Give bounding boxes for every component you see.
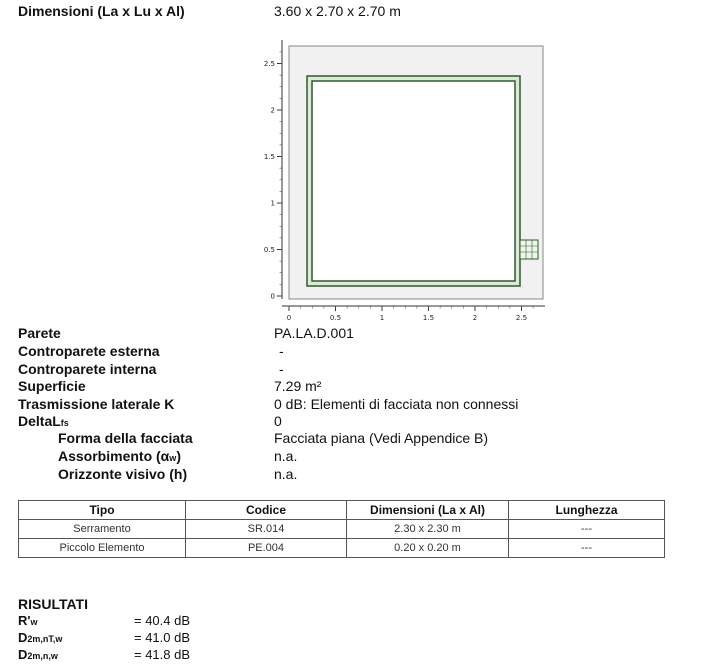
- result-d2mnw-label: D2m,n,w: [18, 647, 58, 662]
- small-element: [520, 240, 538, 259]
- y-tick-label: 0.5: [263, 246, 275, 254]
- y-tick-label: 2: [270, 106, 275, 115]
- result-d2mnw-value: = 41.8 dB: [134, 647, 191, 662]
- forma-facciata-label: Forma della facciata: [58, 430, 193, 446]
- y-tick-label: 0: [270, 292, 275, 301]
- orizzonte-label: Orizzonte visivo (h): [58, 466, 188, 482]
- header-dimensioni: Dimensioni (La x Al): [347, 501, 509, 520]
- orizzonte-value: n.a.: [274, 466, 298, 482]
- result-d2mntw-value: = 41.0 dB: [134, 630, 191, 645]
- superficie-value: 7.29 m²: [274, 378, 322, 394]
- result-rw-value: = 40.4 dB: [134, 613, 191, 628]
- header-codice: Codice: [186, 501, 347, 520]
- x-tick-label: 0.5: [329, 314, 342, 322]
- controparete-interna-value: -: [279, 361, 284, 377]
- controparete-interna-label: Controparete interna: [18, 361, 157, 377]
- delta-value: 0: [274, 413, 282, 429]
- y-tick-label: 2.5: [263, 60, 275, 68]
- wall-diagram: [255, 36, 555, 326]
- trasmissione-label: Trasmissione laterale K: [18, 396, 175, 412]
- y-tick-label: 1: [270, 199, 275, 208]
- delta-label: DeltaLfs: [18, 413, 69, 429]
- cell-lunghezza: ---: [509, 539, 665, 558]
- table-row: [19, 539, 665, 558]
- superficie-label: Superficie: [18, 378, 86, 394]
- table-row: [19, 520, 665, 539]
- x-tick-label: 0: [286, 314, 292, 322]
- results-title: RISULTATI: [18, 596, 88, 612]
- cell-codice: PE.004: [186, 539, 347, 558]
- result-rw-label: R'w: [18, 613, 38, 628]
- cell-tipo: Serramento: [19, 520, 186, 539]
- cell-codice: SR.014: [186, 520, 347, 539]
- x-tick-label: 2: [472, 314, 478, 322]
- components-table: [18, 500, 665, 558]
- x-tick-label: 2.5: [515, 314, 528, 322]
- dimensions-value: 3.60 x 2.70 x 2.70 m: [274, 3, 401, 19]
- dimensions-label: Dimensioni (La x Lu x Al): [18, 3, 185, 19]
- y-tick-label: 1.5: [263, 153, 275, 161]
- parete-value: PA.LA.D.001: [274, 325, 354, 341]
- cell-dimensioni: 0.20 x 0.20 m: [347, 539, 509, 558]
- forma-facciata-value: Facciata piana (Vedi Appendice B): [274, 430, 489, 446]
- controparete-esterna-label: Controparete esterna: [18, 343, 160, 359]
- x-tick-label: 1.5: [422, 314, 435, 322]
- cell-lunghezza: ---: [509, 520, 665, 539]
- cell-dimensioni: 2.30 x 2.30 m: [347, 520, 509, 539]
- result-d2mntw-label: D2m,nT,w: [18, 630, 63, 645]
- cell-tipo: Piccolo Elemento: [19, 539, 186, 558]
- controparete-esterna-value: -: [279, 343, 284, 359]
- parete-label: Parete: [18, 325, 61, 341]
- trasmissione-value: 0 dB: Elementi di facciata non connessi: [274, 396, 519, 412]
- header-lunghezza: Lunghezza: [509, 501, 665, 520]
- header-tipo: Tipo: [19, 501, 186, 520]
- x-tick-label: 1: [379, 314, 385, 322]
- assorbimento-value: n.a.: [274, 448, 298, 464]
- table-header-row: [19, 501, 665, 520]
- assorbimento-label: Assorbimento (αw): [58, 448, 181, 464]
- window-pane: [312, 81, 515, 281]
